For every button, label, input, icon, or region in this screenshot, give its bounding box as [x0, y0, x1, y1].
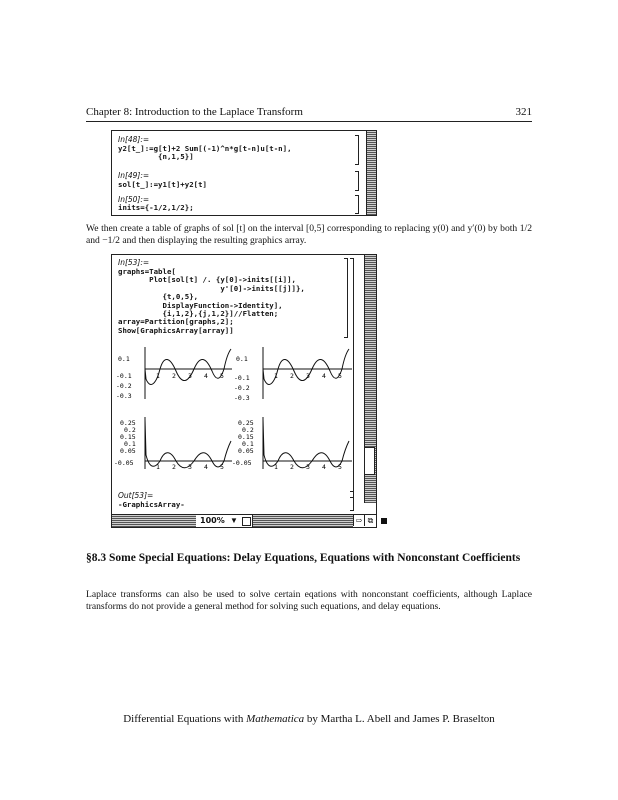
footer-prefix: Differential Equations with [123, 713, 247, 725]
x-tick-label: 2 [290, 463, 294, 471]
output-value: -GraphicsArray- [118, 500, 185, 509]
body-paragraph-2: Laplace transforms can also be used to solve certain eqations with nonconstant coefficients, although Laplace transforms do not provide a general method for solving such equations, and delay equations. [86, 589, 532, 612]
notebook-window-1 [111, 130, 377, 216]
y-tick-label: 0.2 [242, 426, 254, 434]
y-tick-label: -0.2 [234, 384, 250, 392]
x-tick-label: 3 [306, 372, 310, 380]
y-tick-label: -0.1 [234, 374, 250, 382]
y-tick-label: 0.1 [118, 355, 130, 363]
cell-bracket[interactable] [355, 171, 359, 191]
input-code-49[interactable]: sol[t_]:=y1[t]+y2[t] [118, 180, 207, 189]
solution-curve [145, 419, 231, 468]
x-tick-label: 3 [188, 372, 192, 380]
x-tick-label: 2 [172, 372, 176, 380]
horizontal-scrollbar[interactable] [252, 515, 353, 527]
resize-handle-icon[interactable]: ⧉ [364, 515, 376, 526]
y-tick-label: -0.1 [116, 372, 132, 380]
cell-bracket[interactable] [350, 491, 354, 511]
y-tick-label: 0.15 [120, 433, 136, 441]
x-tick-label: 1 [156, 463, 160, 471]
cell-bracket[interactable] [344, 258, 348, 338]
status-bar [112, 514, 376, 527]
y-tick-label: 0.2 [124, 426, 136, 434]
output-label-53: Out[53]= [118, 491, 154, 500]
chapter-title: Chapter 8: Introduction to the Laplace Transform [86, 106, 303, 118]
graphics-array [112, 345, 360, 485]
x-tick-label: 5 [338, 463, 342, 471]
plot-4 [232, 417, 352, 471]
plot-1 [116, 347, 232, 400]
x-tick-label: 5 [220, 463, 224, 471]
page-number: 321 [515, 106, 532, 118]
scroll-right-arrow-icon[interactable]: ⇨ [353, 515, 364, 526]
scroll-thumb[interactable] [364, 447, 375, 475]
plot-3 [114, 417, 232, 471]
cell-bracket[interactable] [355, 195, 359, 214]
section-heading: §8.3 Some Special Equations: Delay Equations, Equations with Nonconstant Coefficients [86, 552, 521, 564]
x-tick-label: 4 [204, 463, 208, 471]
y-tick-label: 0.25 [238, 419, 254, 427]
y-tick-label: -0.3 [234, 394, 250, 402]
y-tick-label: 0.05 [238, 447, 254, 455]
footer-suffix: by Martha L. Abell and James P. Braselton [304, 713, 495, 725]
x-tick-label: 5 [220, 372, 224, 380]
vertical-scrollbar[interactable] [366, 131, 376, 215]
y-tick-label: 0.1 [242, 440, 254, 448]
input-label-49: In[49]:= [118, 171, 150, 180]
header-rule [86, 121, 532, 122]
scroll-left-button[interactable] [242, 517, 251, 526]
end-of-example-square [381, 518, 387, 524]
x-tick-label: 3 [188, 463, 192, 471]
y-tick-label: -0.05 [114, 459, 134, 467]
x-tick-label: 1 [274, 463, 278, 471]
running-header [86, 106, 532, 118]
footer-italic: Mathematica [246, 713, 305, 725]
y-tick-label: -0.2 [116, 382, 132, 390]
x-tick-label: 5 [338, 372, 342, 380]
x-tick-label: 2 [290, 372, 294, 380]
x-tick-label: 1 [274, 372, 278, 380]
y-tick-label: 0.1 [236, 355, 248, 363]
notebook-window-2 [111, 254, 377, 528]
input-label-53: In[53]:= [118, 258, 150, 267]
y-tick-label: 0.05 [120, 447, 136, 455]
x-tick-label: 4 [204, 372, 208, 380]
x-tick-label: 1 [156, 372, 160, 380]
y-tick-label: 0.25 [120, 419, 136, 427]
y-tick-label: -0.3 [116, 392, 132, 400]
footer [86, 713, 532, 725]
plot-2 [234, 347, 352, 402]
input-code-48[interactable]: y2[t_]:=g[t]+2 Sum[(-1)^n*g[t-n]u[t-n], {n,1,5}] [118, 144, 292, 162]
input-label-48: In[48]:= [118, 135, 150, 144]
cell-bracket[interactable] [355, 135, 359, 165]
y-tick-label: 0.1 [124, 440, 136, 448]
x-tick-label: 4 [322, 463, 326, 471]
zoom-dropdown-icon[interactable]: ▼ [230, 516, 238, 525]
body-paragraph-1: We then create a table of graphs of sol [t] on the interval [0,5] corresponding to replacing y(0) and y′(0) by both 1/2 and −1/2 and then displaying the resulting graphics array. [86, 223, 532, 246]
input-label-50: In[50]:= [118, 195, 150, 204]
zoom-level[interactable]: 100% [200, 516, 225, 525]
x-tick-label: 3 [306, 463, 310, 471]
y-tick-label: 0.15 [238, 433, 254, 441]
x-tick-label: 2 [172, 463, 176, 471]
input-code-53[interactable]: graphs=Table[ Plot[sol[t] /. {y[0]->inits[[i]], y'[0]->inits[[j]]}, {t,0,5}, DisplayFunction->Identity], {i,1,2},{j,1,2}]//Flatten; array=Partition[graphs,2]; Show[GraphicsArray[array]] [118, 267, 305, 335]
y-tick-label: -0.05 [232, 459, 252, 467]
solution-curve [263, 419, 349, 468]
x-tick-label: 4 [322, 372, 326, 380]
input-code-50[interactable]: inits={-1/2,1/2}; [118, 203, 194, 212]
horizontal-scrollbar-left[interactable] [112, 515, 196, 527]
